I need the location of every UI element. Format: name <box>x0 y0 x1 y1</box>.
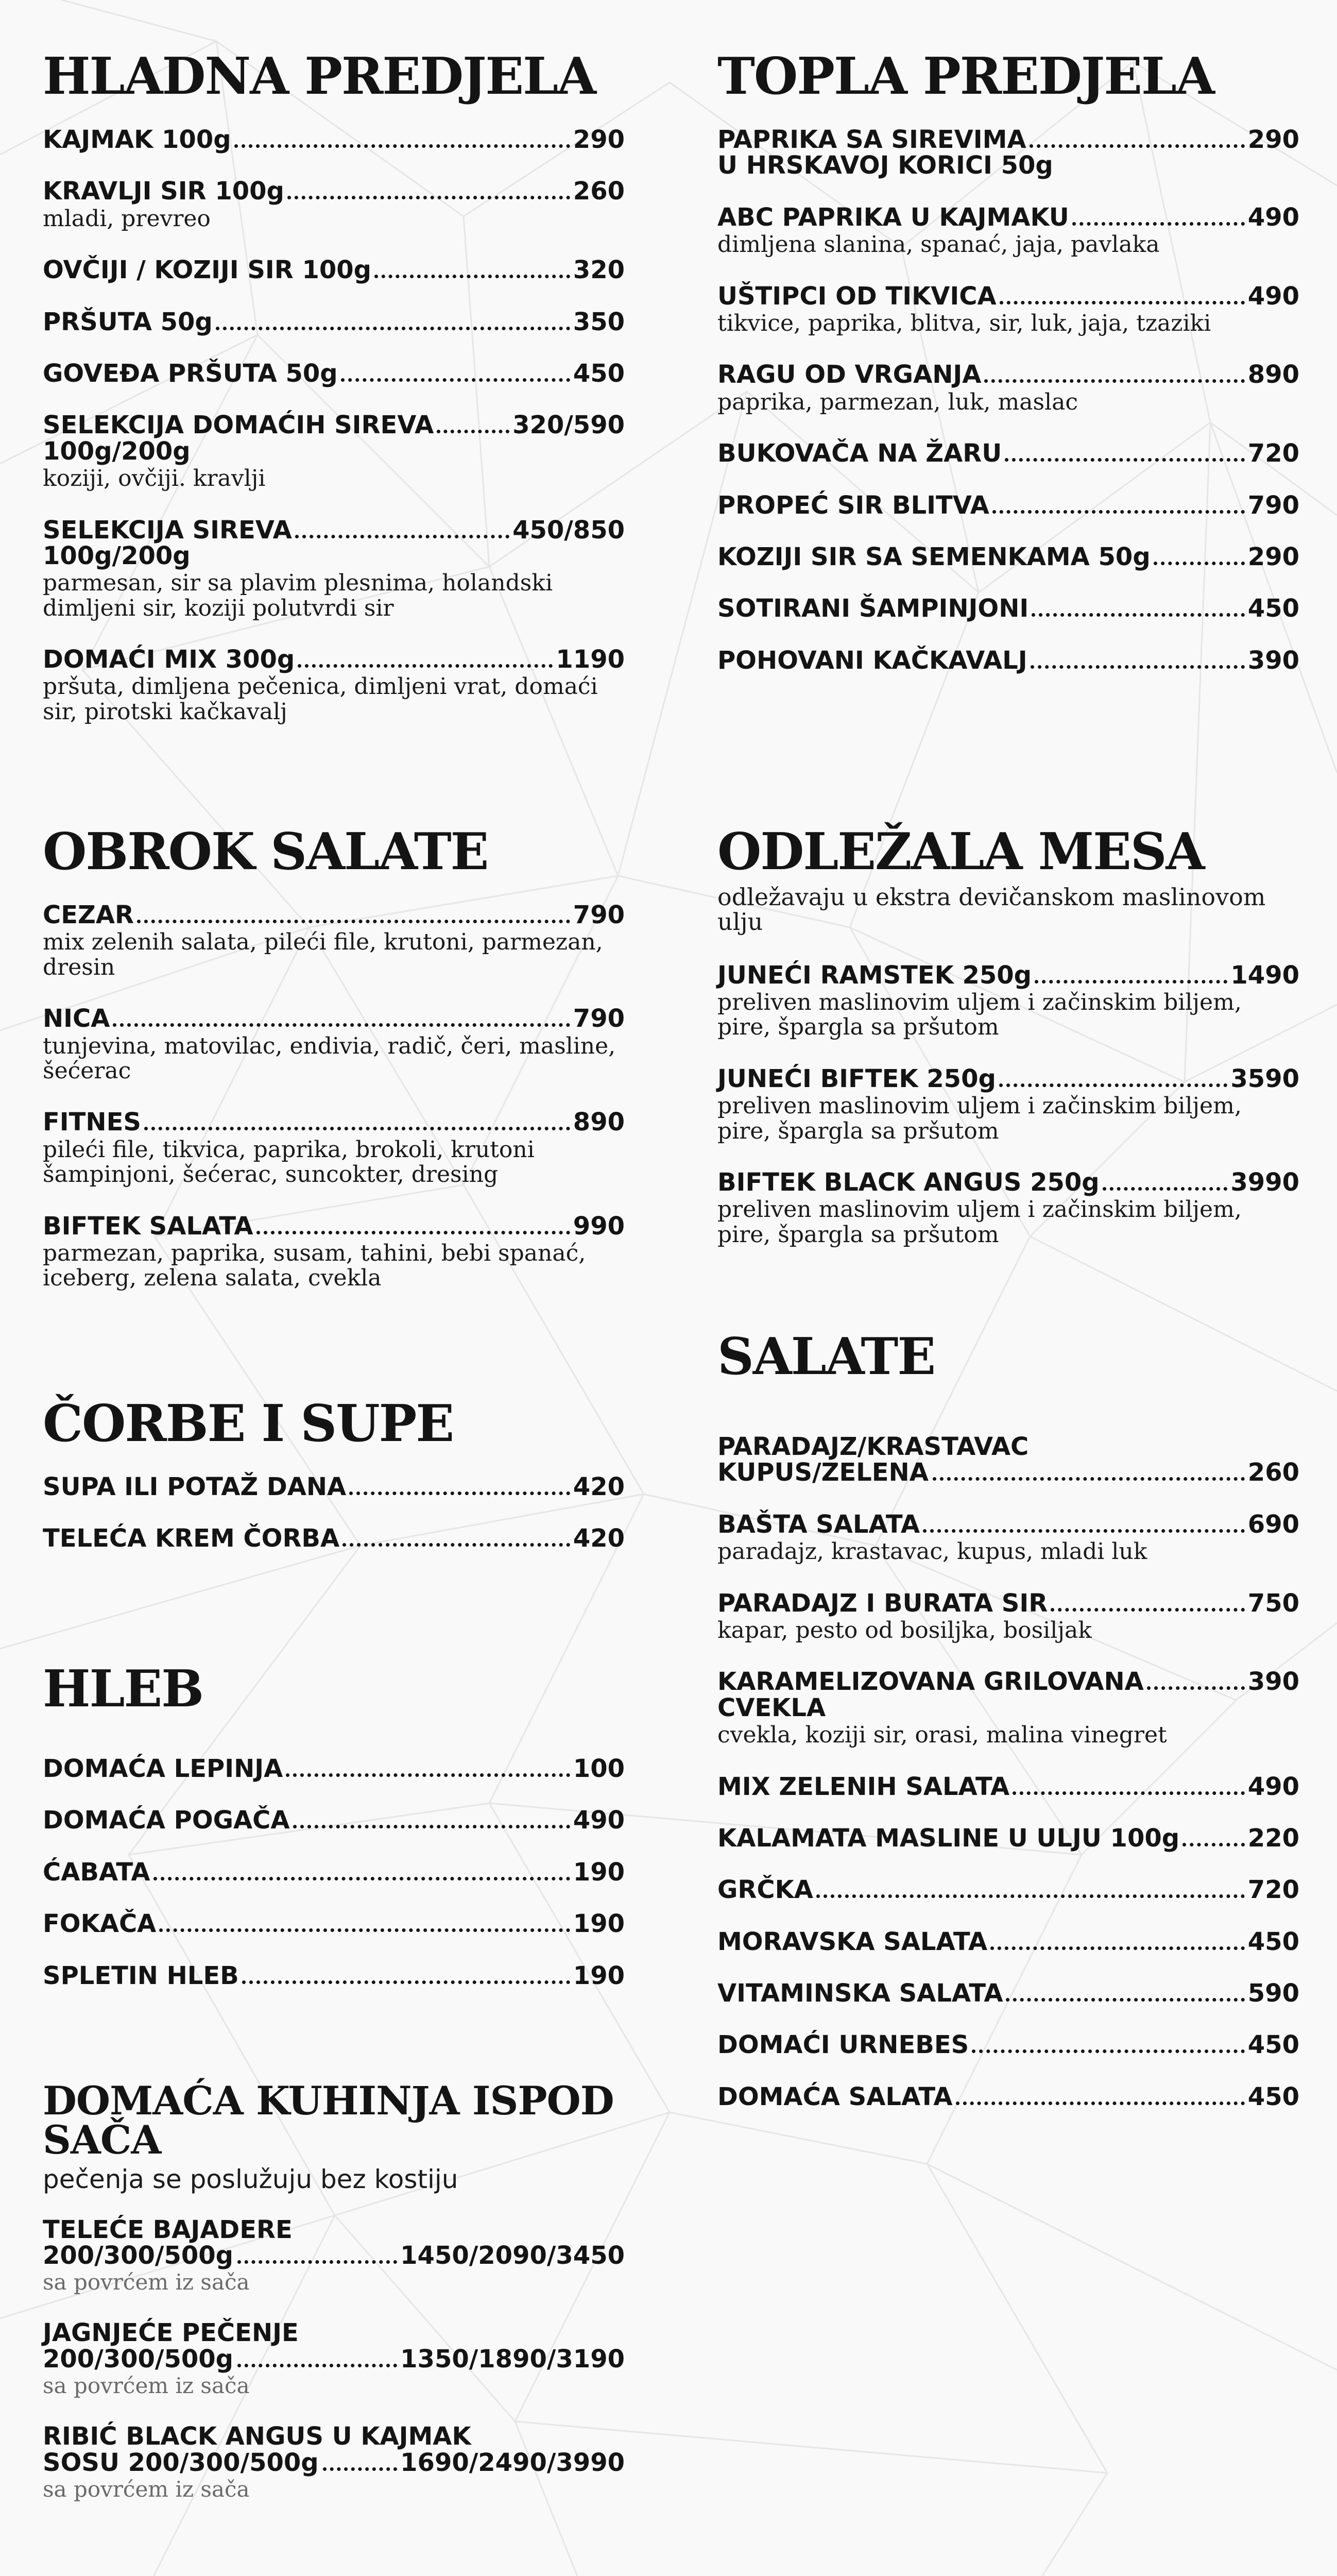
item-name: NICA <box>43 1004 110 1033</box>
menu-item <box>43 517 625 621</box>
leader-dots <box>999 1083 1228 1087</box>
leader-dots <box>153 1877 570 1880</box>
item-price: 1190 <box>556 645 625 674</box>
menu-list <box>43 902 625 1291</box>
menu-item <box>717 440 1299 466</box>
item-price: 390 <box>1247 646 1299 675</box>
leader-dots <box>1030 144 1245 148</box>
item-price: 320 <box>573 256 625 285</box>
menu-list <box>43 1756 625 1989</box>
leader-dots <box>1032 613 1245 617</box>
menu-item <box>717 1512 1299 1565</box>
menu-item <box>43 1006 625 1083</box>
item-name: ĆABATA <box>43 1857 150 1887</box>
leader-dots <box>256 1231 570 1234</box>
menu-item <box>717 1877 1299 1903</box>
item-name: DOMAĆI URNEBES <box>717 2030 969 2060</box>
item-description: parmezan, paprika, susam, tahini, bebi spanać, iceberg, zelena salata, cvekla <box>43 1240 586 1292</box>
menu-item <box>717 362 1299 415</box>
menu-item <box>43 647 625 724</box>
menu-item <box>43 1526 625 1551</box>
section-subtitle: odležavaju u ekstra devičanskom maslinovom ulju <box>717 883 1266 936</box>
menu-item <box>43 127 625 152</box>
item-name: JUNEĆI RAMSTEK 250g <box>717 960 1032 990</box>
leader-dots <box>990 1946 1245 1950</box>
item-name: DOMAĆA LEPINJA <box>43 1754 283 1783</box>
leader-dots <box>341 378 570 382</box>
item-price: 450 <box>573 359 625 388</box>
menu-list <box>717 127 1299 673</box>
menu-list <box>43 127 625 724</box>
menu-item <box>717 648 1299 673</box>
menu-item <box>43 1474 625 1500</box>
item-price: 450 <box>1247 2082 1299 2111</box>
item-price: 1450/2090/3450 <box>400 2241 625 2270</box>
item-name-line2: KUPUS/ZELENA <box>717 1458 929 1487</box>
item-description: preliven maslinovim uljem i začinskim biljem, pire, špargla sa pršutom <box>717 1093 1242 1144</box>
item-price: 490 <box>1247 1772 1299 1801</box>
menu-item <box>717 490 1299 520</box>
menu-item <box>717 1066 1299 1144</box>
item-price: 890 <box>1247 360 1299 389</box>
menu-item <box>43 1213 625 1291</box>
item-price: 420 <box>573 1524 625 1553</box>
menu-item <box>43 1756 625 1782</box>
item-name: RAGU OD VRGANJA <box>717 360 982 389</box>
item-name: OVČIJI / KOZIJI SIR 100g <box>43 256 372 285</box>
item-price: 290 <box>573 125 625 154</box>
item-name: MIX ZELENIH SALATA <box>717 1772 1010 1801</box>
menu-item <box>717 202 1299 258</box>
menu-item <box>717 1774 1299 1800</box>
item-name: BIFTEK BLACK ANGUS 250g <box>717 1167 1100 1197</box>
leader-dots <box>1035 980 1227 984</box>
menu-list <box>43 1474 625 1552</box>
menu-item <box>717 596 1299 621</box>
item-name: GRČKA <box>717 1875 813 1905</box>
item-price: 220 <box>1247 1823 1299 1853</box>
menu-item <box>717 2084 1299 2110</box>
item-description: parmesan, sir sa plavim plesnima, holandski dimljeni sir, koziji polutvrdi sir <box>43 570 553 621</box>
leader-dots <box>287 196 570 199</box>
item-price: 420 <box>573 1472 625 1501</box>
leader-dots <box>1147 1686 1245 1690</box>
item-price: 290 <box>1247 542 1299 571</box>
item-name: VITAMINSKA SALATA <box>717 1979 1003 2008</box>
menu-item <box>43 1807 625 1833</box>
item-price: 490 <box>1247 281 1299 311</box>
item-description: preliven maslinovim uljem i začinskim biljem, pire, špargla sa pršutom <box>717 1196 1242 1248</box>
leader-dots <box>137 920 570 923</box>
leader-dots <box>374 275 570 278</box>
item-name: JUNEĆI BIFTEK 250g <box>717 1064 996 1093</box>
item-price: 350 <box>573 307 625 336</box>
menu-item <box>717 1825 1299 1851</box>
item-name: GOVEĐA PRŠUTA 50g <box>43 359 338 388</box>
section-title: ČORBE I SUPE <box>43 1394 454 1453</box>
menu-item <box>717 544 1299 570</box>
item-description: cvekla, koziji sir, orasi, malina vinegret <box>717 1722 1167 1749</box>
item-price: 450 <box>1247 594 1299 623</box>
item-name: PARADAJZ/KRASTAVAC <box>717 1432 1029 1461</box>
section-domaca-kuhinja <box>43 2078 625 2527</box>
item-price: 320/590 <box>512 411 625 440</box>
menu-item <box>717 962 1299 1040</box>
item-name: POHOVANI KAČKAVALJ <box>717 646 1027 675</box>
leader-dots <box>972 2049 1245 2053</box>
item-description: paradajz, krastavac, kupus, mladi luk <box>717 1538 1147 1565</box>
menu-item <box>43 412 625 491</box>
menu-item <box>43 178 625 231</box>
item-price: 450/850 <box>512 515 625 545</box>
leader-dots <box>1154 562 1245 565</box>
item-description: kapar, pesto od bosiljka, bosiljak <box>717 1617 1092 1643</box>
leader-dots <box>1072 222 1245 226</box>
item-name: PAPRIKA SA SIREVIMA <box>717 125 1026 154</box>
menu-item <box>717 1980 1299 2006</box>
item-name: DOMAĆI MIX 300g <box>43 645 295 674</box>
item-price: 750 <box>1247 1588 1299 1618</box>
leader-dots <box>1006 1998 1244 2002</box>
leader-dots <box>159 1928 570 1932</box>
item-price: 3590 <box>1230 1064 1299 1093</box>
item-name: TELEĆE BAJADERE <box>43 2215 293 2244</box>
item-price: 790 <box>1247 490 1299 520</box>
item-name: UŠTIPCI OD TIKVICA <box>717 281 997 311</box>
item-description: koziji, ovčiji. kravlji <box>43 465 266 492</box>
section-hleb <box>43 1659 625 2014</box>
menu-item <box>717 1669 1299 1748</box>
menu-list <box>717 962 1299 1248</box>
section-title: OBROK SALATE <box>43 822 488 882</box>
menu-item <box>43 361 625 386</box>
item-description: mix zelenih salata, pileći file, krutoni, parmezan, dresin <box>43 929 603 980</box>
item-description: pršuta, dimljena pečenica, dimljeni vrat, domaći sir, pirotski kačkavalj <box>43 673 598 725</box>
item-price: 1690/2490/3990 <box>400 2448 625 2477</box>
item-price: 720 <box>1247 439 1299 468</box>
leader-dots <box>933 1477 1245 1481</box>
item-name: FOKAČA <box>43 1909 157 1939</box>
item-name: PARADAJZ I BURATA SIR <box>717 1588 1048 1618</box>
item-price: 1490 <box>1230 960 1299 990</box>
menu-item <box>43 902 625 980</box>
leader-dots <box>234 144 570 148</box>
item-name: SUPA ILI POTAŽ DANA <box>43 1472 347 1501</box>
item-name-line2: 100g/200g <box>43 541 191 570</box>
item-name: KARAMELIZOVANA GRILOVANA <box>717 1667 1144 1697</box>
item-name-line2: SOSU 200/300/500g <box>43 2448 319 2477</box>
menu-item <box>717 1167 1299 1248</box>
leader-dots <box>1005 458 1245 462</box>
item-name: SOTIRANI ŠAMPINJONI <box>717 594 1029 623</box>
item-name-line2: 100g/200g <box>43 436 191 466</box>
item-name: KRAVLJI SIR 100g <box>43 177 284 206</box>
menu-list <box>43 2217 625 2502</box>
menu-item <box>43 2217 625 2295</box>
item-name: SPLETIN HLEB <box>43 1961 239 1990</box>
item-name: FITNES <box>43 1108 141 1137</box>
section-obrok-salate <box>43 822 625 1317</box>
section-title: SALATE <box>717 1327 935 1386</box>
item-name: PRŠUTA 50g <box>43 307 213 336</box>
item-name: SELEKCIJA DOMAĆIH SIREVA <box>43 411 434 440</box>
section-title: TOPLA PREDJELA <box>717 47 1214 106</box>
item-name: DOMAĆA SALATA <box>717 2082 953 2111</box>
item-name-line2: 200/300/500g <box>43 2241 234 2270</box>
leader-dots <box>242 1980 570 1984</box>
section-hladna-predjela <box>43 47 625 750</box>
item-price: 690 <box>1247 1510 1299 1539</box>
item-price: 490 <box>1247 202 1299 232</box>
leader-dots <box>295 535 509 538</box>
item-name: RIBIĆ BLACK ANGUS U KAJMAK <box>43 2422 471 2451</box>
item-name: ABC PAPRIKA U KAJMAKU <box>717 202 1069 232</box>
section-odlezala-mesa <box>717 822 1299 1273</box>
item-description: dimljena slanina, spanać, jaja, pavlaka <box>717 231 1160 258</box>
item-price: 590 <box>1247 1979 1299 2008</box>
item-description: tunjevina, matovilac, endivia, radič, čeri, masline, šećerac <box>43 1032 616 1084</box>
menu-item <box>43 1109 625 1187</box>
item-name: BIFTEK SALATA <box>43 1211 253 1241</box>
menu-item <box>43 2320 625 2398</box>
section-title: HLADNA PREDJELA <box>43 47 596 106</box>
section-salate <box>717 1327 1299 2136</box>
menu-item <box>43 1859 625 1885</box>
item-name: BAŠTA SALATA <box>717 1510 920 1539</box>
section-title: ODLEŽALA MESA <box>717 822 1204 882</box>
menu-item <box>717 1590 1299 1643</box>
leader-dots <box>216 327 570 330</box>
item-description: paprika, parmezan, luk, maslac <box>717 388 1078 415</box>
leader-dots <box>298 664 553 668</box>
menu-item <box>717 127 1299 179</box>
item-price: 720 <box>1247 1875 1299 1905</box>
item-price: 390 <box>1247 1667 1299 1697</box>
leader-dots <box>1182 1843 1245 1846</box>
item-description: sa povrćem iz sača <box>43 2269 250 2295</box>
menu-item <box>43 2424 625 2501</box>
leader-dots <box>984 379 1244 383</box>
leader-dots <box>293 1825 570 1828</box>
item-description: sa povrćem iz sača <box>43 2373 250 2399</box>
item-price: 790 <box>573 1004 625 1033</box>
item-price: 290 <box>1247 125 1299 154</box>
menu-item <box>43 257 625 283</box>
leader-dots <box>1103 1187 1228 1191</box>
menu-item <box>717 1929 1299 1955</box>
item-price: 190 <box>573 1857 625 1887</box>
leader-dots <box>816 1894 1245 1898</box>
section-subtitle: pečenja se poslužuju bez kostiju <box>43 2164 458 2194</box>
item-name: PROPEĆ SIR BLITVA <box>717 490 989 520</box>
leader-dots <box>1031 665 1245 669</box>
item-price: 890 <box>573 1108 625 1137</box>
item-name: KAJMAK 100g <box>43 125 231 154</box>
item-name: KALAMATA MASLINE U ULJU 100g <box>717 1823 1180 1853</box>
menu-item <box>717 283 1299 336</box>
leader-dots <box>323 2467 398 2471</box>
leader-dots <box>1013 1791 1245 1795</box>
item-name: SELEKCIJA SIREVA <box>43 515 292 545</box>
section-topla-predjela <box>717 47 1299 699</box>
item-description: tikvice, paprika, blitva, sir, luk, jaja, tzaziki <box>717 310 1211 336</box>
item-description: preliven maslinovim uljem i začinskim biljem, pire, špargla sa pršutom <box>717 989 1242 1041</box>
item-name-line2: U HRSKAVOJ KORICI 50g <box>717 151 1053 180</box>
item-name: KOZIJI SIR SA SEMENKAMA 50g <box>717 542 1151 571</box>
item-name-line2: CVEKLA <box>717 1693 826 1722</box>
leader-dots <box>992 510 1245 514</box>
item-name: MORAVSKA SALATA <box>717 1927 988 1956</box>
item-price: 100 <box>573 1754 625 1783</box>
item-description: mladi, prevreo <box>43 205 211 232</box>
menu-item <box>43 1963 625 1989</box>
item-price: 190 <box>573 1961 625 1990</box>
item-price: 490 <box>573 1806 625 1835</box>
item-price: 3990 <box>1230 1167 1299 1197</box>
item-name: CEZAR <box>43 901 134 929</box>
menu-list <box>717 1434 1299 2110</box>
leader-dots <box>437 430 509 433</box>
item-price: 260 <box>1247 1458 1299 1487</box>
menu-item <box>717 2032 1299 2058</box>
leader-dots <box>286 1773 570 1777</box>
leader-dots <box>144 1127 570 1130</box>
leader-dots <box>342 1543 570 1547</box>
section-corbe-i-supe <box>43 1394 625 1578</box>
leader-dots <box>113 1023 570 1027</box>
item-name: JAGNJEĆE PEČENJE <box>43 2318 299 2348</box>
leader-dots <box>1051 1608 1245 1612</box>
leader-dots <box>349 1492 570 1495</box>
menu-item <box>43 309 625 335</box>
item-price: 1350/1890/3190 <box>400 2344 625 2374</box>
section-title: DOMAĆA KUHINJA ISPOD SAČA <box>43 2078 614 2163</box>
leader-dots <box>923 1529 1245 1533</box>
item-price: 450 <box>1247 2030 1299 2060</box>
item-description: pileći file, tikvica, paprika, brokoli, krutoni šampinjoni, šećerac, suncokter, dresing <box>43 1136 535 1188</box>
item-description: sa povrćem iz sača <box>43 2477 250 2502</box>
item-price: 990 <box>573 1211 625 1241</box>
item-price: 450 <box>1247 1927 1299 1956</box>
leader-dots <box>956 2102 1245 2105</box>
leader-dots <box>237 2364 397 2367</box>
leader-dots <box>237 2260 397 2264</box>
item-name: BUKOVAČA NA ŽARU <box>717 439 1002 468</box>
item-price: 790 <box>573 901 625 929</box>
leader-dots <box>1000 301 1245 304</box>
menu-item <box>717 1434 1299 1486</box>
item-price: 260 <box>573 177 625 206</box>
menu-item <box>43 1911 625 1937</box>
item-name: TELEĆA KREM ČORBA <box>43 1524 340 1553</box>
section-title: HLEB <box>43 1659 203 1719</box>
item-name: DOMAĆA POGAČA <box>43 1806 290 1835</box>
item-name-line2: 200/300/500g <box>43 2344 234 2374</box>
item-price: 190 <box>573 1909 625 1939</box>
